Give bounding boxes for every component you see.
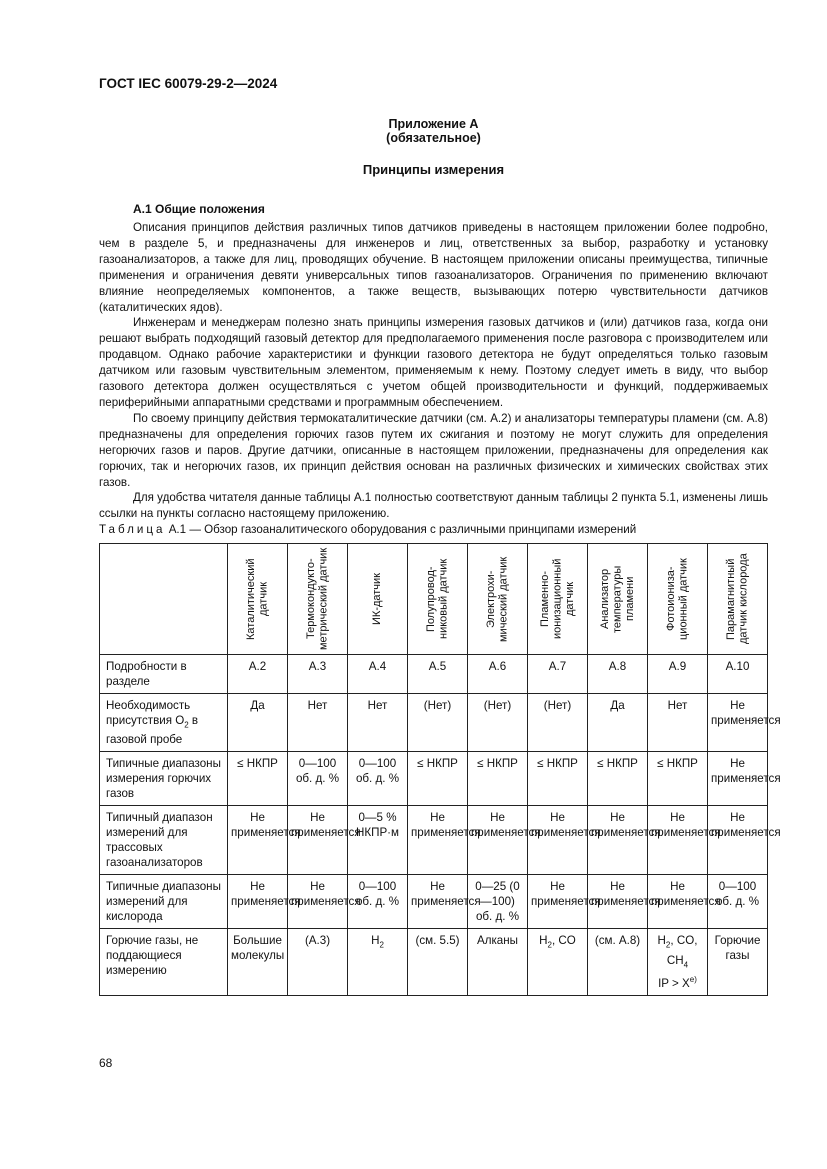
table-cell: 0—100 об. д. % — [348, 875, 408, 929]
table-cell: Не применяется — [648, 806, 708, 875]
column-header: Парамагнитный датчик кислорода — [708, 544, 768, 655]
measurement-table — [99, 543, 781, 996]
table-cell: Не применяется — [708, 806, 768, 875]
annex-title: Приложение А — [388, 117, 479, 131]
table-cell: Не применяется — [408, 875, 468, 929]
column-header: Каталитический датчик — [228, 544, 288, 655]
document-header: ГОСТ IEC 60079-29-2—2024 — [99, 76, 278, 91]
paragraph: Описания принципов действия различных типов датчиков приведены в настоящем приложении более подробно, чем в разделе 5, и предназначены для инженеров и лиц, ответственных за выбор, разработку и установку газоанализаторов, а также для лиц, проводящих обучение. В настоящем приложении описаны преимущества, типичные применения и ограничения девяти универсальных типов газоанализаторов. Ограничения по применению включают влияние неопределяемых компонентов, а также веществ, вызывающих потерю чувствительности датчиков (каталитических ядов). — [99, 221, 768, 314]
table-cell: ≤ НКПР — [228, 752, 288, 806]
column-header: Фотоиониза-ционный датчик — [648, 544, 708, 655]
table-cell: Да — [588, 694, 648, 752]
table-cell: Не применяется — [588, 875, 648, 929]
table-cell: $H_2$, CO, $CH_4$ IP > $X^{e)}$ — [648, 929, 708, 995]
table-row — [100, 752, 768, 806]
table-cell: А.4 — [348, 655, 408, 694]
annex-status: (обязательное) — [386, 131, 481, 145]
table-cell: А.8 — [588, 655, 648, 694]
table-caption — [99, 523, 636, 536]
table-cell: ≤ НКПР — [588, 752, 648, 806]
table-cell: 0—100 об. д. % — [708, 875, 768, 929]
paragraph: Инженерам и менеджерам полезно знать принципы измерения газовых датчиков и (или) датчиков газа, когда они решают выбрать подходящий газовый детектор для предполагаемого применения после разговора с производителем или продавцом. Однако рабочие характеристики и функции газового детектора не будут определяться только газовым датчиком или газовым чувствительным элементом, применяемым к нему. Поэтому следует иметь в виду, что выбор газового детектора должен осуществляться с учетом общей производительности и функций, поддерживаемых периферийными аппаратными средствами и программным обеспечением. — [99, 316, 768, 409]
table-cell: (см. 5.5) — [408, 929, 468, 995]
table-cell: Не применяется — [468, 806, 528, 875]
table-header-row — [100, 544, 768, 655]
table-row — [100, 875, 768, 929]
body-text — [99, 220, 768, 522]
column-header: Анализатор температуры пламени — [588, 544, 648, 655]
table-cell: Алканы — [468, 929, 528, 995]
column-header: Пламенно-ионизационный датчик — [528, 544, 588, 655]
table-cell: Не применяется — [408, 806, 468, 875]
table-cell: ≤ НКПР — [648, 752, 708, 806]
table-cell: А.10 — [708, 655, 768, 694]
column-header: ИК-датчик — [348, 544, 408, 655]
table-cell: (А.3) — [288, 929, 348, 995]
paragraph: По своему принципу действия термокаталитические датчики (см. А.2) и анализаторы температуры пламени (см. А.8) предназначены для определения горючих газов путем их сжигания и поэтому не могут служить для определения негорючих газов и паров. Другие датчики, описанные в настоящем приложении, предназначены для определения как горючих, так и негорючих газов, их принцип действия основан на различных физических и химических свойствах этих газов. — [99, 411, 768, 489]
table-cell: А.5 — [408, 655, 468, 694]
row-label: Подробности в разделе — [100, 655, 228, 694]
table-cell: А.7 — [528, 655, 588, 694]
table-cell: Нет — [648, 694, 708, 752]
row-label: Необходимость присутствия $O_2$ в газовой пробе — [100, 694, 228, 752]
table-cell: 0—5 % НКПР·м — [348, 806, 408, 875]
table-cell: Не применяется — [288, 806, 348, 875]
table-cell: Не применяется — [588, 806, 648, 875]
table-cell: Не применяется — [528, 806, 588, 875]
table-cell: ≤ НКПР — [468, 752, 528, 806]
table-row — [100, 929, 768, 995]
table-cell: Не применяется — [708, 752, 768, 806]
row-label: Типичные диапазоны измерений для кислорода — [100, 875, 228, 929]
row-label: Горючие газы, не поддающиеся измерению — [100, 929, 228, 995]
table-cell: А.2 — [228, 655, 288, 694]
subsection-title: А.1 Общие положения — [133, 202, 265, 216]
annex-heading — [99, 117, 768, 145]
page-number: 68 — [99, 1056, 113, 1070]
table-cell: Не применяется — [288, 875, 348, 929]
table-caption-prefix: Таблица — [99, 523, 166, 536]
table-cell: 0—100 об. д. % — [288, 752, 348, 806]
table-cell: Не применяется — [528, 875, 588, 929]
column-header: Термокондукто-метрический датчик — [288, 544, 348, 655]
column-header: Полупровод-никовый датчик — [408, 544, 468, 655]
table-cell: Не применяется — [228, 806, 288, 875]
table-caption-text: А.1 — Обзор газоаналитического оборудования с различными принципами измерений — [168, 523, 637, 536]
table-cell: Не применяется — [708, 694, 768, 752]
table-cell: А.3 — [288, 655, 348, 694]
table-cell: ≤ НКПР — [528, 752, 588, 806]
section-title: Принципы измерения — [362, 162, 505, 177]
table-cell: (Нет) — [408, 694, 468, 752]
table-cell: 0—100 об. д. % — [348, 752, 408, 806]
table-cell: (Нет) — [468, 694, 528, 752]
row-label: Типичные диапазоны измерения горючих газов — [100, 752, 228, 806]
table-row — [100, 655, 768, 694]
table-cell: ≤ НКПР — [408, 752, 468, 806]
row-label: Типичный диапазон измерений для трассовых газоанализаторов — [100, 806, 228, 875]
paragraph: Для удобства читателя данные таблицы А.1 полностью соответствуют данным таблицы 2 пункта 5.1, изменены лишь ссылки на пункты согласно настоящему приложению. — [99, 491, 768, 521]
table-cell: $H_2$ — [348, 929, 408, 995]
column-header: Электрохи-мический датчик — [468, 544, 528, 655]
table-cell: $H_2$, CO — [528, 929, 588, 995]
table-cell: А.6 — [468, 655, 528, 694]
table-row — [100, 806, 768, 875]
table-cell: Не применяется — [648, 875, 708, 929]
table-cell: Горючие газы — [708, 929, 768, 995]
table-cell: А.9 — [648, 655, 708, 694]
table-row — [100, 694, 768, 752]
table-cell: (см. А.8) — [588, 929, 648, 995]
table-corner-cell — [100, 544, 228, 655]
table-cell: 0—25 (0—100) об. д. % — [468, 875, 528, 929]
table-cell: (Нет) — [528, 694, 588, 752]
table-cell: Да — [228, 694, 288, 752]
table-cell: Не применяется — [228, 875, 288, 929]
table-cell: Большие молекулы — [228, 929, 288, 995]
table-cell: Нет — [288, 694, 348, 752]
table-cell: Нет — [348, 694, 408, 752]
